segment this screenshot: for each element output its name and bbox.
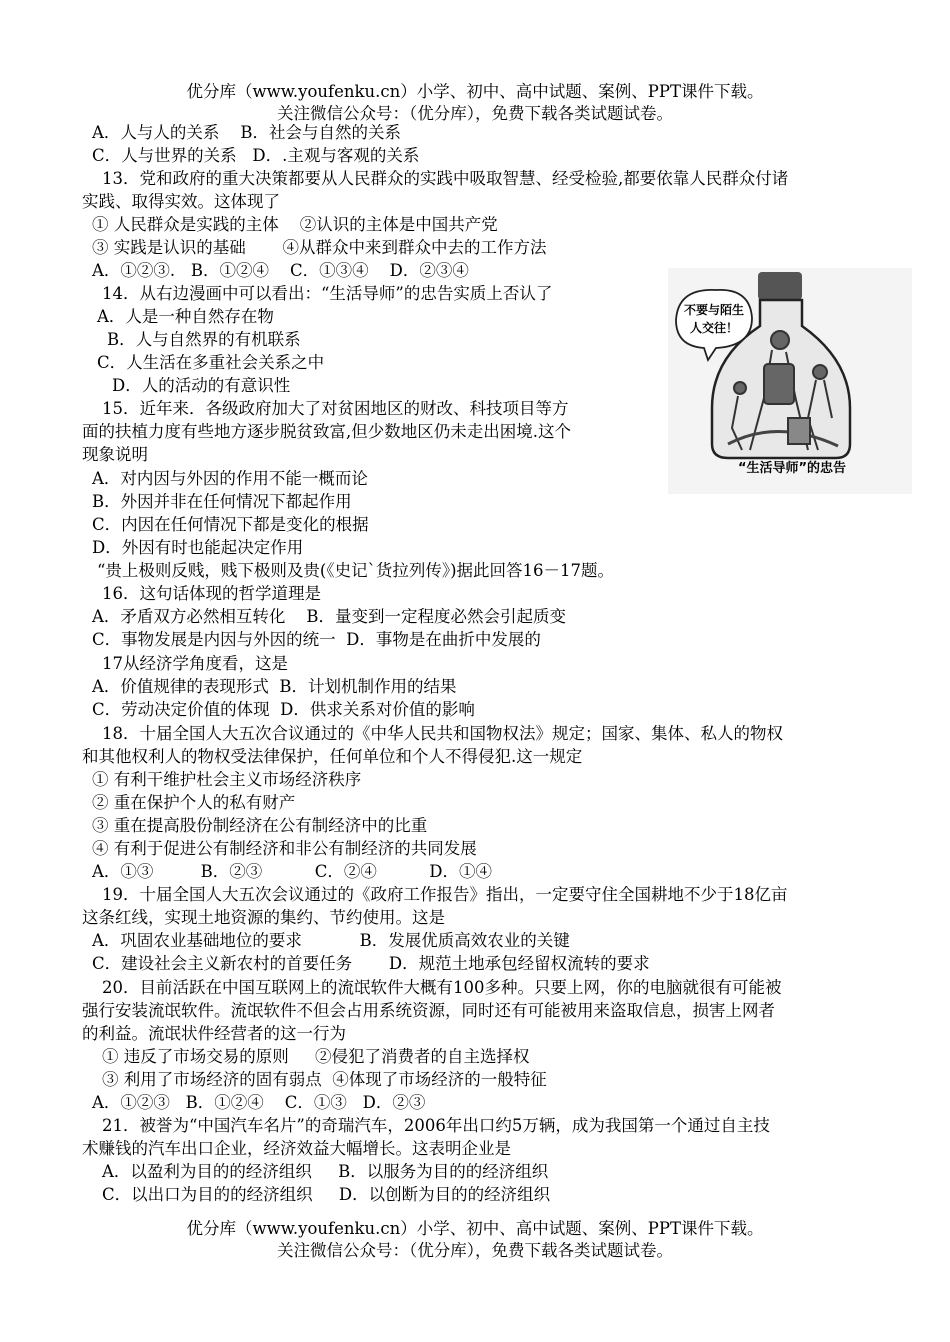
speech-bubble-text-1: 不要与陌生 bbox=[683, 303, 745, 317]
text-line: 的利益。流氓状件经营者的这一行为 bbox=[82, 1024, 346, 1043]
cartoon-image bbox=[668, 268, 912, 494]
text-line: A．巩固农业基础地位的要求 B．发展优质高效农业的关键 bbox=[92, 931, 570, 950]
text-line: ③ 实践是认识的基础 ④从群众中来到群众中去的工作方法 bbox=[92, 238, 547, 257]
life-mentor-cartoon bbox=[668, 268, 912, 494]
question-13-stem: 13．党和政府的重大决策都要从人民群众的实践中吸取智慧、经受检验,都要依靠人民群众付诸 bbox=[102, 169, 789, 188]
question-14-stem: 14．从右边漫画中可以看出：“生活导师”的忠告实质上否认了 bbox=[102, 284, 553, 303]
question-18-stem: 18．十届全国人大五次合议通过的《中华人民共和国物权法》规定；国家、集体、私人的物权 bbox=[102, 724, 783, 743]
bottle-cork bbox=[758, 272, 802, 300]
text-line: C．内因在任何情况下都是变化的根据 bbox=[92, 515, 369, 534]
question-19-stem: 19．十届全国人大五次会议通过的《政府工作报告》指出，一定要守住全国耕地不少于18亿亩 bbox=[102, 885, 788, 904]
text-line: A．人是一种自然存在物 bbox=[97, 307, 274, 326]
text-line: C．人生活在多重社会关系之中 bbox=[97, 353, 325, 372]
text-line: 术赚钱的汽车出口企业，经济效益大幅增长。这表明企业是 bbox=[82, 1139, 511, 1158]
text-line: C．建设社会主义新农村的首要任务 D．规范土地承包经留权流转的要求 bbox=[92, 954, 650, 973]
cartoon-caption: “生活导师”的忠告 bbox=[737, 461, 847, 476]
text-line: C．人与世界的关系 D．.主观与客观的关系 bbox=[92, 146, 420, 165]
text-line: C．劳动决定价值的体现 D．供求关系对价值的影响 bbox=[92, 700, 475, 719]
text-line: C．事物发展是内因与外因的统一 D．事物是在曲折中发展的 bbox=[92, 630, 541, 649]
footer-line-2: 关注微信公众号：（优分库），免费下载各类试题试卷。 bbox=[277, 1241, 673, 1260]
text-line: ① 违反了市场交易的原则 ②侵犯了消费者的自主选择权 bbox=[102, 1047, 530, 1066]
text-line: ② 重在保护个人的私有财产 bbox=[92, 793, 296, 812]
header-line-2: 关注微信公众号：（优分库），免费下载各类试题试卷。 bbox=[277, 104, 673, 123]
text-line: 这条红线，实现土地资源的集约、节约使用。这是 bbox=[82, 908, 445, 927]
text-line: ① 有利干维护杜会主义市场经济秩序 bbox=[92, 770, 362, 789]
text-line: C．以出口为目的的经济组织 D．以创断为目的的经济组织 bbox=[102, 1185, 551, 1204]
text-line: A．①③ B．②③ C．②④ D．①④ bbox=[92, 862, 492, 881]
footer-line-1: 优分库（www.youfenku.cn）小学、初中、高中试题、案例、PPT课件下载。 bbox=[186, 1219, 764, 1238]
question-15-stem: 15．近年来．各级政府加大了对贫困地区的财改、科技项目等方 bbox=[102, 399, 569, 418]
text-line: B．外因并非在任何情况下都起作用 bbox=[92, 492, 352, 511]
text-line: D．外因有时也能起决定作用 bbox=[92, 538, 304, 557]
header-line-1: 优分库（www.youfenku.cn）小学、初中、高中试题、案例、PPT课件下载。 bbox=[186, 82, 764, 101]
text-line: 实践、取得实效。这体现了 bbox=[82, 192, 280, 211]
text-line: “贵上极则反贱，贱下极则及贵(《史记`货拉列传》)据此回答16－17题。 bbox=[97, 561, 615, 580]
text-line: ④ 有利于促进公有制经济和非公有制经济的共同发展 bbox=[92, 839, 477, 858]
text-line: 强行安装流氓软件。流氓软件不但会占用系统资源，同时还有可能被用来盗取信息，损害上网者 bbox=[82, 1001, 775, 1020]
text-line: A．对内因与外因的作用不能一概而论 bbox=[92, 469, 368, 488]
question-20-stem: 20．目前活跃在中国互联网上的流氓软件大概有100多种。只要上网，你的电脑就很有可能被 bbox=[102, 978, 782, 997]
text-line: A．①②③. B．①②④ C．①③④ D．②③④ bbox=[92, 261, 469, 280]
text-line: B．人与自然界的有机联系 bbox=[107, 330, 301, 349]
text-line: 面的扶植力度有些地方逐步脱贫致富,但少数地区仍未走出困境.这个 bbox=[82, 422, 571, 441]
question-21-stem: 21．被誉为“中国汽车名片”的奇瑞汽车，2006年出口约5万辆，成为我国第一个通过自主技 bbox=[102, 1116, 770, 1135]
text-line: ① 人民群众是实践的主体 ②认识的主体是中国共产党 bbox=[92, 215, 498, 234]
speech-bubble-text-2: 人交往！ bbox=[689, 321, 739, 335]
question-17-stem: 17从经济学角度看，这是 bbox=[102, 654, 288, 673]
text-line: A．价值规律的表现形式 B．计划机制作用的结果 bbox=[92, 677, 457, 696]
text-line: 和其他权利人的物权受法律保护，任何单位和个人不得侵犯.这一规定 bbox=[82, 747, 583, 766]
text-line: ③ 重在提高股份制经济在公有制经济中的比重 bbox=[92, 816, 428, 835]
text-line: A．人与人的关系 B．社会与自然的关系 bbox=[92, 123, 402, 142]
question-16-stem: 16．这句话体现的哲学道理是 bbox=[102, 584, 321, 603]
text-line: 现象说明 bbox=[82, 445, 148, 464]
text-line: ③ 利用了市场经济的固有弱点 ④体现了市场经济的一般特征 bbox=[102, 1070, 547, 1089]
text-line: A．①②③ B．①②④ C．①③ D．②③ bbox=[92, 1093, 426, 1112]
text-line: D．人的活动的有意识性 bbox=[112, 376, 291, 395]
text-line: A．矛盾双方必然相互转化 B．量变到一定程度必然会引起质变 bbox=[92, 607, 567, 626]
text-line: A．以盈利为目的的经济组织 B．以服务为目的的经济组织 bbox=[102, 1162, 549, 1181]
